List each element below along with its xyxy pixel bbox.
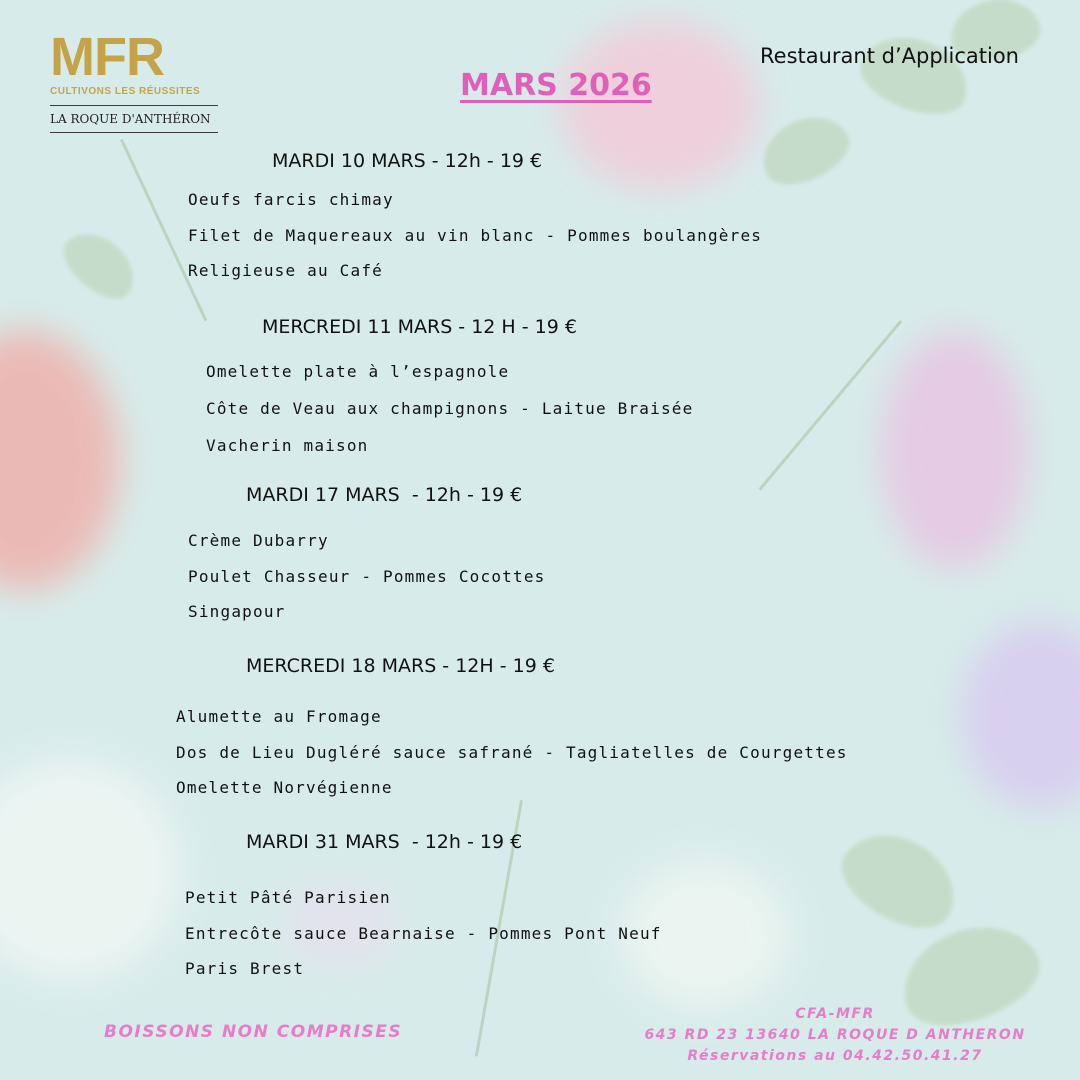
dish-dessert: Singapour <box>188 602 286 621</box>
logo-tagline: CULTIVONS LES RÉUSSITES <box>50 86 201 97</box>
dish-main: Filet de Maquereaux au vin blanc - Pommes boulangères <box>188 226 763 245</box>
logo-place: LA ROQUE D'ANTHÉRON <box>50 112 211 126</box>
dish-dessert: Omelette Norvégienne <box>176 778 393 797</box>
dish-dessert: Vacherin maison <box>206 436 369 455</box>
restaurant-title: Restaurant d’Application <box>760 44 1019 68</box>
dish-main: Dos de Lieu Dugléré sauce safrané - Tagliatelles de Courgettes <box>176 743 848 762</box>
logo-brand: MFR <box>50 27 164 87</box>
dish-starter: Oeufs farcis chimay <box>188 190 394 209</box>
logo-divider <box>50 105 218 106</box>
dish-dessert: Religieuse au Café <box>188 261 383 280</box>
dish-main: Poulet Chasseur - Pommes Cocottes <box>188 567 546 586</box>
reservation-phone: Réservations au 04.42.50.41.27 <box>687 1048 983 1064</box>
dish-starter: Crème Dubarry <box>188 531 329 550</box>
dish-starter: Petit Pâté Parisien <box>185 888 391 907</box>
logo-divider-bottom <box>50 132 218 133</box>
dish-starter: Omelette plate à l’espagnole <box>206 362 510 381</box>
day-heading: MARDI 10 MARS - 12h - 19 € <box>272 150 543 172</box>
day-heading: MARDI 31 MARS - 12h - 19 € <box>246 831 523 853</box>
dish-dessert: Paris Brest <box>185 959 305 978</box>
day-heading: MERCREDI 11 MARS - 12 H - 19 € <box>262 316 577 338</box>
day-heading: MERCREDI 18 MARS - 12H - 19 € <box>246 655 555 677</box>
contact-block <box>620 1004 1050 1067</box>
drinks-note: BOISSONS NON COMPRISES <box>104 1022 403 1042</box>
org-name: CFA-MFR <box>795 1006 875 1022</box>
month-title: MARS 2026 <box>460 68 652 103</box>
day-heading: MARDI 17 MARS - 12h - 19 € <box>246 484 523 506</box>
address: 643 RD 23 13640 LA ROQUE D ANTHERON <box>644 1027 1026 1043</box>
dish-starter: Alumette au Fromage <box>176 707 382 726</box>
dish-main: Côte de Veau aux champignons - Laitue Braisée <box>206 399 694 418</box>
mfr-logo <box>50 27 218 133</box>
dish-main: Entrecôte sauce Bearnaise - Pommes Pont Neuf <box>185 924 662 943</box>
